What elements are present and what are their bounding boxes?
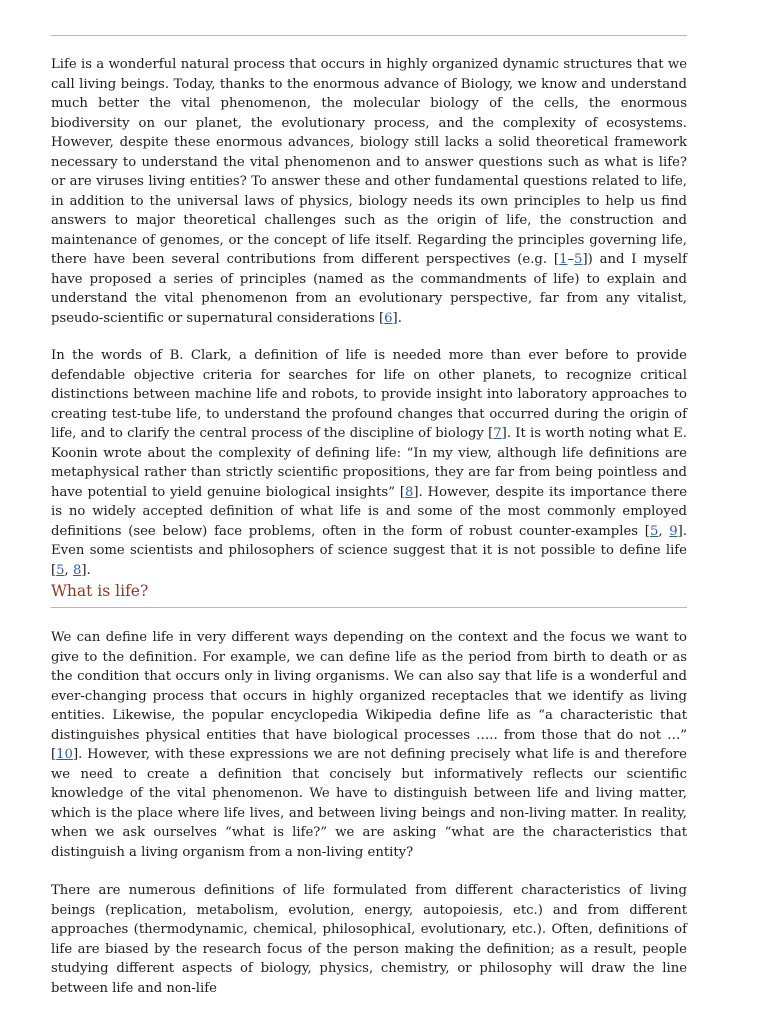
citation-link[interactable]: 8: [404, 484, 414, 500]
top-divider: [51, 35, 687, 36]
text-run: ].: [392, 310, 402, 326]
citation-link[interactable]: 6: [384, 310, 393, 326]
text-run: ,: [64, 562, 73, 578]
citation-link[interactable]: 1: [559, 252, 568, 267]
text-run: We can define life in very different ways depending on the context and the focus we want to give to the definition. For example, we can define life as the period from birth to death or as the condition that occurs only in living organisms. We can also say that life is a wonderful and ever-changing process that occurs in highly organized receptacles that we identify as living entities. Likewise, the popular encyclopedia Wikipedia define life as “a characteristic that distinguishes physical entities that have biological processes ….. from those that do not …” [: [51, 630, 687, 762]
paragraph-clark-koonin: [51, 346, 687, 580]
text-run: In the words of B. Clark, a definition of life is needed more than ever before to provide defendable objective criteria for searches for life on other planets, to recognize critical distinctions between machine life and robots, to provide insight into laboratory approaches to creating test-tube life, to understand the profound changes that occurred during the origin of life, and to clarify the central process of the discipline of biology [: [51, 348, 687, 441]
citation-link[interactable]: 5: [649, 523, 659, 539]
citation-link[interactable]: 8: [72, 562, 82, 578]
citation-link[interactable]: 7: [493, 426, 502, 441]
citation-link[interactable]: 5: [56, 562, 65, 578]
section-divider: [51, 607, 687, 608]
text-run: –: [567, 252, 575, 267]
text-run: ].: [81, 562, 91, 578]
citation-link[interactable]: 9: [669, 523, 678, 539]
text-run: ,: [658, 523, 670, 539]
section-heading: What is life?: [51, 582, 149, 600]
paragraph-definitions: [51, 628, 687, 862]
paragraph-numerous-definitions: [51, 881, 687, 998]
text-run: ]. However, despite its importance there is no widely accepted definition of what life is and some of the most commonly employed definitions (see below) face problems, often in the form of robust counter-examples [: [51, 484, 687, 539]
citation-link[interactable]: 5: [574, 252, 583, 267]
paragraph-intro: [51, 55, 687, 328]
text-run: ]) and I myself have proposed a series of principles (named as the commandments of life) to explain and understand the vital phenomenon from an evolutionary perspective, far from any vitalist, pseudo-scientific or supernatural considerations [: [51, 252, 687, 326]
text-run: Life is a wonderful natural process that occurs in highly organized dynamic structures that we call living beings. Today, thanks to the enormous advance of Biology, we know and understand much better the vital phenomenon, the molecular biology of the cells, the enormous biodiversity on our planet, the evolutionary process, and the complexity of ecosystems. However, despite these enormous advances, biology still lacks a solid theoretical framework necessary to understand the vital phenomenon and to answer questions such as what is life? or are viruses living entities? To answer these and other fundamental questions related to life, in addition to the universal laws of physics, biology needs its own principles to help us find answers to major theoretical challenges such as the origin of life, the construction and maintenance of genomes, or the concept of life itself. Regarding the principles governing life, there have been several contributions from different perspectives (e.g. [: [51, 57, 687, 267]
text-run: There are numerous definitions of life formulated from different characteristics of living beings (replication, metabolism, evolution, energy, autopoiesis, etc.) and from different approaches (thermodynamic, chemical, philosophical, evolutionary, etc.). Often, definitions of life are biased by the research focus of the person making the definition; as a result, people studying different aspects of biology, physics, chemistry, or philosophy will draw the line between life and non-life: [51, 883, 687, 996]
text-run: ]. Even some scientists and philosophers of science suggest that it is not possible to define life [: [51, 523, 688, 578]
citation-link[interactable]: 10: [56, 747, 73, 762]
text-run: ]. However, with these expressions we are not defining precisely what life is and therefore we need to create a definition that concisely but informatively reflects our scientific knowledge of the vital phenomenon. We have to distinguish between life and living matter, which is the place where life lives, and between living beings and non-living matter. In reality, when we ask ourselves “what is life?” we are asking “what are the characteristics that distinguish a living organism from a non-living entity?: [51, 747, 687, 860]
text-run: ]. It is worth noting what E. Koonin wrote about the complexity of defining life: “In my view, although life definitions are metaphysical rather than strictly scientific propositions, they are far from being pointless and have potential to yield genuine biological insights” [: [51, 426, 687, 500]
